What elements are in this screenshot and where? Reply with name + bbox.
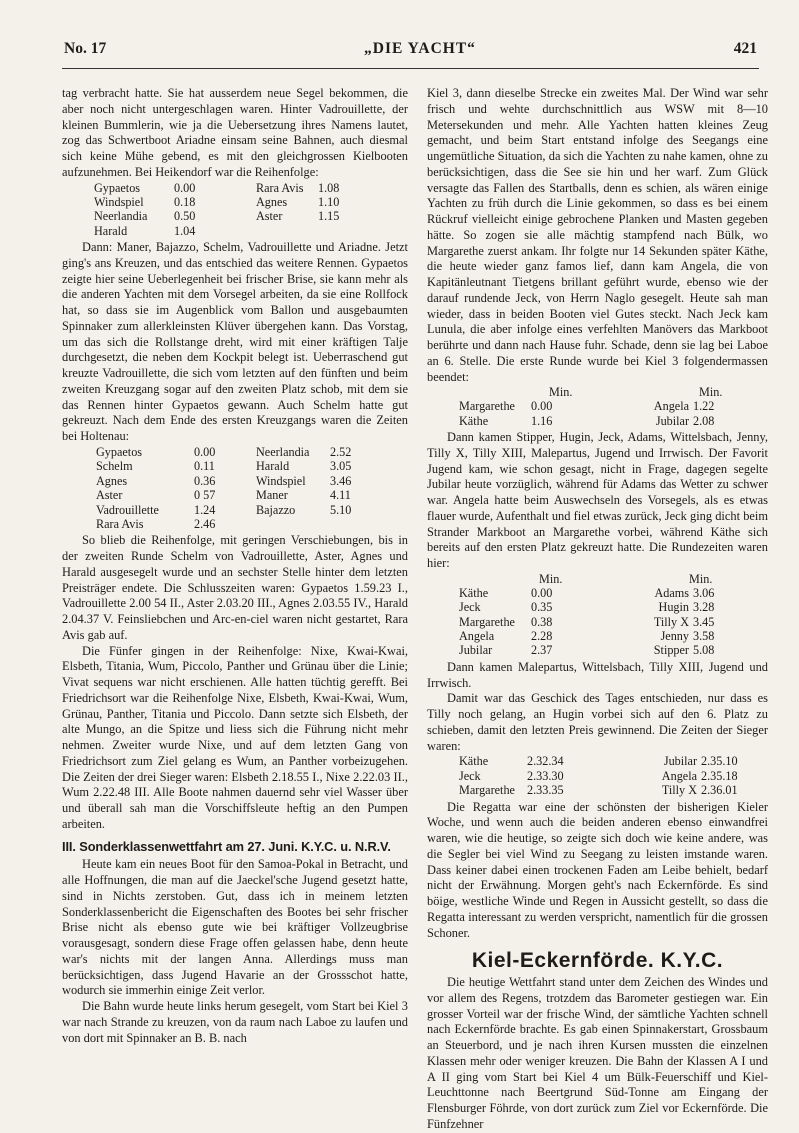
table-row <box>459 643 714 657</box>
time-cell: 1.04 <box>174 223 196 238</box>
table-row <box>459 414 714 428</box>
yacht-name-cell: Jeck <box>459 600 481 615</box>
yacht-name-cell: Jubilar <box>459 643 493 658</box>
section-heading: III. Sonderklassenwettfahrt am 27. Juni. K.Y.C. u. N.R.V. <box>62 838 391 854</box>
time-cell: 2.52 <box>330 444 352 459</box>
yacht-name-cell: Windspiel <box>94 194 144 209</box>
minutes-label: Min. <box>689 571 713 586</box>
time-cell: 2.32.34 <box>527 754 564 769</box>
table-row <box>459 600 714 614</box>
yacht-name-cell: Aster <box>256 209 283 224</box>
time-cell: 1.22 <box>693 399 715 414</box>
time-cell: 2.36.01 <box>701 783 738 798</box>
time-cell: 0.11 <box>194 459 215 474</box>
results-table-round-1 <box>459 399 714 428</box>
table-row <box>62 224 339 238</box>
yacht-name-cell: Jubilar <box>655 413 689 428</box>
yacht-name-cell: Gypaetos <box>96 444 143 459</box>
yacht-name-cell: Jenny <box>660 629 689 644</box>
paragraph: Die Regatta war eine der schönsten der bisherigen Kieler Woche, und wenn auch die beiden anderen ebenso einwandfrei waren, wie die heutige, so zeigte sich doch wie keine andere, was die Segler bei viel Wind zu Seegang zu leisten imstande waren. Dass keiner dabei einen trockenen Faden am Leibe behielt, bedarf nicht der Erwähnung. Morgen geht's nach Eckernförde. Es sind böige, westliche Winde und Regen in Aussicht gestellt, so dass die Regatta interessant zu werden verspricht, namentlich für die grossen Schoner. <box>427 799 768 940</box>
yacht-name-cell: Neerlandia <box>256 444 310 459</box>
time-cell: 3.45 <box>693 614 715 629</box>
yacht-name-cell: Angela <box>653 399 689 414</box>
table-row <box>459 586 714 600</box>
time-cell: 1.10 <box>318 194 340 209</box>
yacht-name-cell: Jeck <box>459 768 481 783</box>
yacht-name-cell: Margarethe <box>459 399 515 414</box>
yacht-name-cell: Jubilar <box>663 754 697 769</box>
yacht-name-cell: Agnes <box>256 194 288 209</box>
time-cell: 1.16 <box>531 413 553 428</box>
minutes-label: Min. <box>539 571 563 586</box>
yacht-name-cell: Neerlandia <box>94 209 148 224</box>
yacht-name-cell: Margarethe <box>459 614 515 629</box>
table-row <box>459 615 714 629</box>
minutes-label: Min. <box>549 385 573 400</box>
table-row <box>62 517 351 531</box>
results-table-winners <box>459 754 738 797</box>
yacht-name-cell: Bajazzo <box>256 502 296 517</box>
yacht-name-cell: Käthe <box>459 413 489 428</box>
yacht-name-cell: Vadrouillette <box>96 502 159 517</box>
time-cell: 1.08 <box>318 180 340 195</box>
yacht-name-cell: Windspiel <box>256 473 306 488</box>
table-row <box>62 474 351 488</box>
paragraph: Die heutige Wettfahrt stand unter dem Zeichen des Windes und vor allem des Regens, trotzdem das Barometer gestiegen war. Ein grosser Vorteil war der frische Wind, der sämtliche Yachten schnell nach Eckernförde brachte. Es gab einen Spinnakerstart, Grossbaum an Steuerbord, und je nach ihren Kursen mussten die einzelnen Klassen mehr oder weniger kreuzen. Die Bahn der Klassen A I und A II ging vom Start bei Kiel 4 um Bülk-Feuerschiff und Kiel-Leuchttonne nach Beertgrund Süd-Tonne am Eingang der Flensburger Föhrde, von dort zurück zum Ziel vor Eckernförde. Die Fünfzehner <box>427 975 768 1131</box>
table-row <box>459 629 714 643</box>
right-column <box>427 86 768 1133</box>
article-heading: Kiel-Eckernförde. K.Y.C. <box>471 949 724 973</box>
yacht-name-cell: Tilly X <box>653 614 689 629</box>
table-row <box>459 769 738 783</box>
paragraph: Die Bahn wurde heute links herum gesegelt, vom Start bei Kiel 3 war nach Strande zu kreuzen, von da raum nach Laboe zu laufen und von dort mit Spinnaker an B. B. nach <box>62 999 408 1045</box>
paragraph: Damit war das Geschick des Tages entschieden, nur dass es Tilly noch gelang, an Hugin vorbei sich auf den 6. Platz zu schieben, damit den letzten Preis gewinnend. Die Zeiten der Sieger waren: <box>427 691 768 753</box>
running-header <box>64 40 757 66</box>
time-cell: 0.00 <box>531 399 553 414</box>
paragraph: Kiel 3, dann dieselbe Strecke ein zweites Mal. Der Wind war sehr frisch und wehte durchschnittlich aus WSW mit 8—10 Metersekunden und mehr. Alle Yachten hatten kleines Zeug gemacht, und beim Start entstand infolge des Seegangs eine ungemütliche Situation, da sich die Yachten zu nahe kamen, ohne zu berücksichtigen, dass die See sie hin und her warf. Zum Glück versagte das Fallen des Startballs, denn es schien, als wären einige Yachten zu früh durch die Linie gekommen, so dass es bei einem Rückruf vielleicht einige gebrochene Planken und Masten gegeben hätte. So zogen sie alle mächtig stampfend nach Bülk, wo Margarethe zuerst ankam. Ihr folgte nur 14 Sekunden später Käthe, die heute wieder ganz famos lief, dann kam Angela, die von Kapitänleutnant Tietgens brillant geführt wurde, ebenso wie der darauf rundende Jeck, von Herrn Naglo gesegelt. Heute sah man wieder, dass in beiden Booten viel Gutes steckt. Nach Jeck kam Lunula, die aber infolge eines verfehlten Manövers das Markboot berührte und dann nach Hause fuhr. Schade, denn sie lag bei Laboe an 6. Stelle. Die erste Runde wurde bei Kiel 3 folgendermassen beendet: <box>427 86 768 384</box>
time-cell: 2.35.18 <box>701 768 738 783</box>
time-cell: 2.37 <box>531 643 553 658</box>
time-cell: 0.50 <box>174 209 196 224</box>
time-cell: 1.15 <box>318 209 340 224</box>
yacht-name-cell: Aster <box>96 488 123 503</box>
time-cell: 0.00 <box>531 585 553 600</box>
issue-number: No. 17 <box>64 40 107 57</box>
time-cell: 2.33.30 <box>527 768 564 783</box>
paragraph: So blieb die Reihenfolge, mit geringen Verschiebungen, bis in der zweiten Runde Schelm von Vadrouillette, Aster, Agnes und Harald ausgesegelt wurde und an sechster Stelle hinter dem letzten Preisträger endete. Die Schlusszeiten waren: Gypaetos 1.59.23 I., Vadrouillette 2.00 54 II., Aster 2.03.20 III., Agnes 2.03.55 IV., Harald 2.04.37 V. Feinsliebchen und Arc-en-ciel waren nicht gestartet, Rara Avis gab auf. <box>62 533 408 642</box>
minutes-header <box>459 385 768 399</box>
results-table-heikendorf <box>62 181 339 239</box>
yacht-name-cell: Harald <box>256 459 290 474</box>
paragraph: Die Fünfer gingen in der Reihenfolge: Nixe, Kwai-Kwai, Elsbeth, Titania, Wum, Piccolo, Panther und Grünau über die Linie; Vivat sequens war nicht erschienen. Alle hatten tüchtig gerefft. Bei Friedrichsort war die Reihenfolge Nixe, Elsbeth, Kwai-Kwai, Wum, Grünau, Panther, Titania und Piccolo. Dann setzte sich Elsbeth, der alte Mungo, an die Spitze und liess sich die Führung nicht mehr nehmen. Zweiter wurde Nixe, und auf dem letzten Gang von Friedrichsort zum Ziel gelang es Wum, an Panther vorbeizugehen. Die Zeiten der drei Sieger waren: Elsbeth 2.18.55 I., Nixe 2.22.03 II., Wum 2.22.48 III. Alle Boote nahmen dauernd sehr viel Wasser über und überall sah man die Vorschiffsleute heftig an den Pumpen arbeiten. <box>62 643 408 831</box>
paragraph: Dann kamen Malepartus, Wittelsbach, Tilly XIII, Jugend und Irrwisch. <box>427 659 768 690</box>
time-cell: 0.36 <box>194 473 216 488</box>
time-cell: 4.11 <box>330 488 351 503</box>
table-row <box>62 181 339 195</box>
yacht-name-cell: Harald <box>94 223 128 238</box>
table-row <box>62 209 339 223</box>
time-cell: 3.58 <box>693 629 715 644</box>
paragraph: tag verbracht hatte. Sie hat ausserdem neue Segel bekommen, die aber noch nicht untergeschlagen waren. Hinter Vadrouillette, der kleinen Bummlerin, wie ja die Uebersetzung ihres Namens lautet, zog das Schwertboot Ariadne einsam seine Bahnen, auch diesmal sich keine Mühe gebend, es mit den gleichgrossen Kielbooten aufzunehmen. Bei Heikendorf war die Reihenfolge: <box>62 86 408 179</box>
yacht-name-cell: Angela <box>661 768 697 783</box>
time-cell: 2.33.35 <box>527 783 564 798</box>
yacht-name-cell: Gypaetos <box>94 180 141 195</box>
yacht-name-cell <box>256 224 318 238</box>
time-cell: 5.08 <box>693 643 715 658</box>
minutes-label: Min. <box>699 385 723 400</box>
time-cell: 2.35.10 <box>701 754 738 769</box>
time-cell: 3.46 <box>330 473 352 488</box>
time-cell: 0.00 <box>174 180 196 195</box>
paragraph: Dann: Maner, Bajazzo, Schelm, Vadrouillette und Ariadne. Jetzt ging's ans Kreuzen, und das entschied das weitere Rennen. Gypaetos zeigte hier seine Ueberlegenheit bei frischer Brise, sie kann mehr als die anderen Yachten mit dem Vorsegel arbeiten, da sie eine Rollfock hat, so dass sie im Augenblick vom Ballon und ausgebaumten Spinnaker zum allerkleinsten Klüver übergehen kann. Das Vorstag, um das sich die Rollstange dreht, wird mit einer kräftigen Talje durchgesetzt, die neben dem Kockpit belegt ist. Ueberraschend gut kreuzte Vadrouillette, die sich vom letzten auf den fünften und beim zweiten Kreuzgang sogar auf den zweiten Platz schob, mit dem sie das Rennen hinter Gypaetos gewann. Auch Schelm hatte gut gekreuzt. Nach dem Ende des ersten Kreuzgangs waren die Zeiten bei Holtenau: <box>62 240 408 444</box>
yacht-name-cell: Tilly X <box>661 783 697 798</box>
yacht-name-cell: Käthe <box>459 754 489 769</box>
time-cell <box>330 517 351 531</box>
yacht-name-cell: Hugin <box>658 600 689 615</box>
yacht-name-cell: Margarethe <box>459 783 515 798</box>
yacht-name-cell: Schelm <box>96 459 133 474</box>
results-table-round-times <box>459 586 714 658</box>
yacht-name-cell: Agnes <box>96 473 128 488</box>
yacht-name-cell: Maner <box>256 488 288 503</box>
yacht-name-cell: Rara Avis <box>96 516 144 531</box>
time-cell: 5.10 <box>330 502 352 517</box>
paragraph: Dann kamen Stipper, Hugin, Jeck, Adams, Wittelsbach, Jenny, Tilly X, Tilly XIII, Malepartus, Jugend und Irrwisch. Der Favorit Jugend kam, wie schon gesagt, nicht in Frage, dagegen segelte Jubilar heute vorzüglich, während für Adams das Wetter zu schwer war. Angela hatte beim Auswechseln des Vorsegels, als es etwas flauer wurde, Aufenthalt und fiel etwas zurück, Jeck ging dicht beim Strander Markboot an Margarethe vorbei, während Käthe sich bereits auf den ersten Platz gekreuzt hatte. Die Rundezeiten waren hier: <box>427 430 768 571</box>
time-cell <box>318 224 339 238</box>
left-column <box>62 86 408 1046</box>
time-cell: 1.24 <box>194 502 216 517</box>
time-cell: 0.00 <box>194 444 216 459</box>
time-cell: 2.28 <box>531 629 553 644</box>
table-row <box>62 459 351 473</box>
yacht-name-cell: Käthe <box>459 585 489 600</box>
yacht-name-cell: Stipper <box>653 643 689 658</box>
yacht-name-cell: Rara Avis <box>256 180 304 195</box>
results-table-holtenau <box>62 445 351 531</box>
paragraph: Heute kam ein neues Boot für den Samoa-Pokal in Betracht, und alle Hoffnungen, die man auf die Jaeckel'sche Jugend gesetzt hatte, sind in Nichts zerstoben. Gut, dass ich in meinem letzten Sonderklassenbericht die Eigenschaften des Bootes bei sehr frischer Brise nicht als ebenso gute wie bei kräftiger Vollzeugbrise vorausgesagt, sondern diese Frage offen gelassen habe, denn heute war's nichts mit der langen Anna. Allerdings muss man berücksichtigen, dass Jugend Havarie an der Grossschot hatte, wodurch sie immerhin einige Zeit verlor. <box>62 857 408 998</box>
time-cell: 0 57 <box>194 488 216 503</box>
time-cell: 0.18 <box>174 194 196 209</box>
time-cell: 0.38 <box>531 614 553 629</box>
table-row <box>459 783 738 797</box>
table-row <box>62 488 351 502</box>
time-cell: 3.06 <box>693 585 715 600</box>
table-row <box>459 754 738 768</box>
table-row <box>62 445 351 459</box>
table-row <box>62 503 351 517</box>
header-rule <box>62 68 759 69</box>
yacht-name-cell <box>256 517 330 531</box>
time-cell: 2.08 <box>693 413 715 428</box>
magazine-title: „DIE YACHT“ <box>364 40 476 57</box>
page-number: 421 <box>733 40 757 57</box>
minutes-header <box>459 572 768 586</box>
time-cell: 0.35 <box>531 600 553 615</box>
table-row <box>459 399 714 413</box>
table-row <box>62 195 339 209</box>
time-cell: 3.05 <box>330 459 352 474</box>
yacht-name-cell: Angela <box>459 629 495 644</box>
yacht-name-cell: Adams <box>654 585 689 600</box>
time-cell: 2.46 <box>194 516 216 531</box>
time-cell: 3.28 <box>693 600 715 615</box>
